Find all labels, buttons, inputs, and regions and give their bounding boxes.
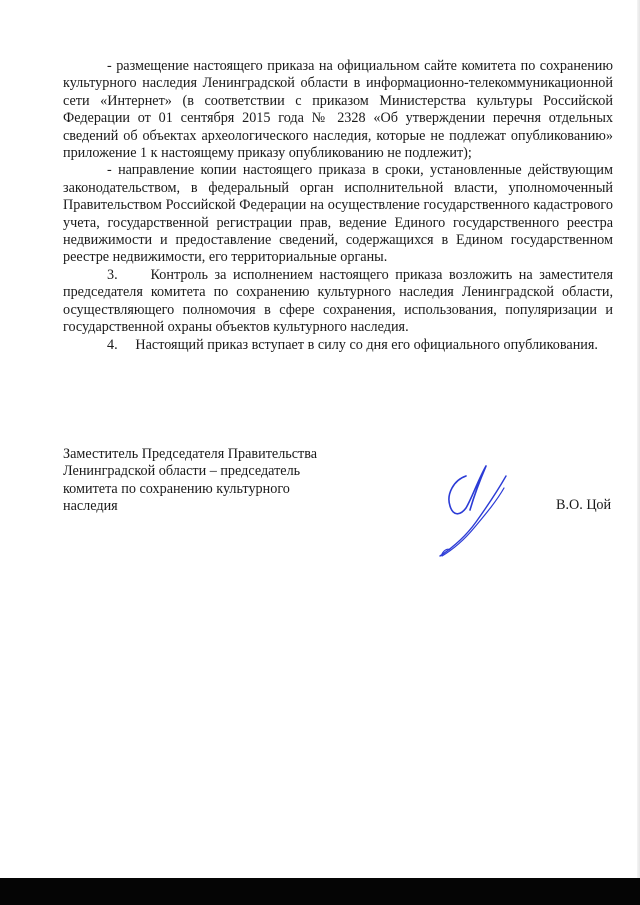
- signatory-title-line: Заместитель Председателя Правительства: [63, 446, 318, 462]
- signatory-title-line: комитета по сохранению культурного: [63, 480, 290, 497]
- scan-border-bottom: [0, 878, 640, 905]
- paragraph-copy-distribution: - направление копии настоящего приказа в сроки, установленные действующим законодательством, в федеральный орган исполнительной власти, уполномоченный Правительством Российской Федерации на осуществление государственного кадастрового учета, государственной регистрации прав, ведение Единого государственного реестра недвижимости и предоставление сведений, содержащихся в Едином государственном реестре недвижимости, его территориальные органы.: [63, 162, 613, 266]
- paragraph-control-clause: 3. Контроль за исполнением настоящего приказа возложить на заместителя председателя комитета по сохранению культурного наследия Ленинградской области, осуществляющего полномочия в сфере сохранения, использования, популяризации и государственной охраны объектов культурного наследия.: [63, 266, 613, 336]
- paragraph-website-publication: - размещение настоящего приказа на официальном сайте комитета по сохранению культурного наследия Ленинградской области в информационно-телекоммуникационной сети «Интернет» (в соответствии с приказом Министерства культуры Российской Федерации от 01 сентября 2015 года № 2328 «Об утверждении перечня отдельных сведений об объектах археологического наследия, которые не подлежат опубликованию» приложение 1 к настоящему приказу опубликованию не подлежит);: [63, 58, 613, 162]
- signatory-title-line: Ленинградской области – председатель: [63, 463, 301, 480]
- paragraph-effective-date: 4. Настоящий приказ вступает в силу со дня его официального опубликования.: [107, 336, 598, 353]
- handwritten-signature: [420, 450, 530, 560]
- signatory-title-line: наследия: [63, 498, 118, 515]
- signer-name: В.О. Цой: [556, 497, 612, 513]
- signatory-title: [63, 446, 363, 516]
- document-body: [63, 58, 613, 354]
